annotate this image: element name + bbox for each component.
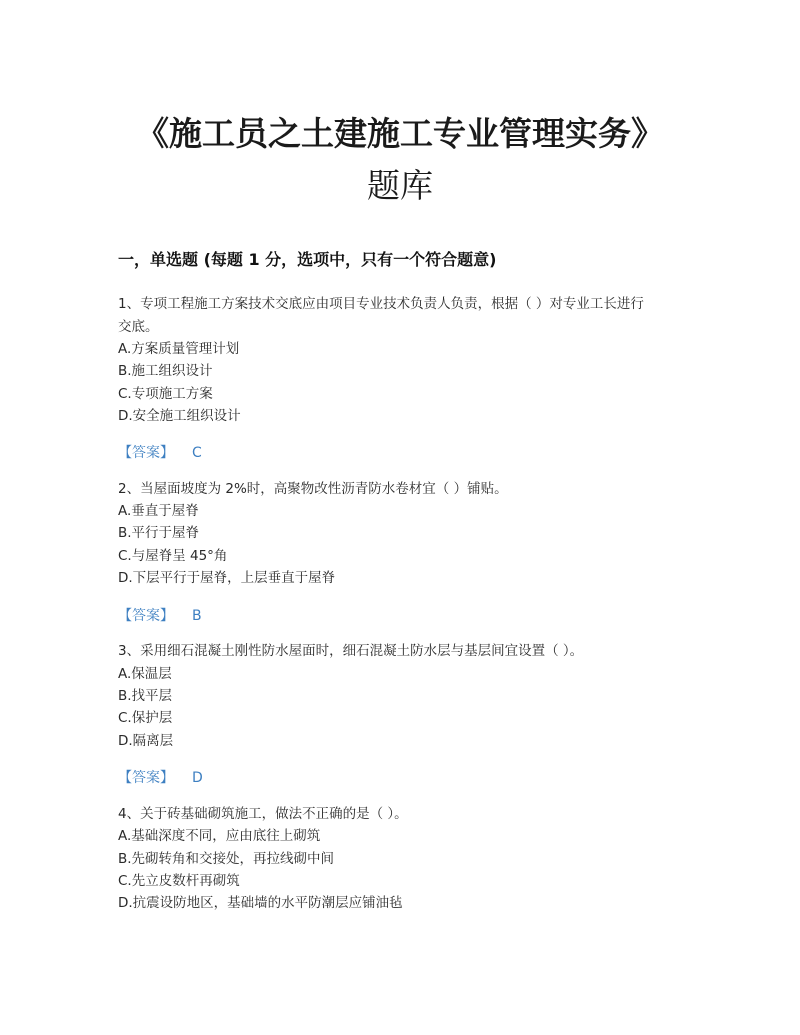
option-a: A.垂直于屋脊	[118, 503, 199, 519]
option-a: A.保温层	[118, 666, 172, 682]
document-title-line1: 《施工员之土建施工专业管理实务》	[136, 114, 664, 153]
question-stem: 3、采用细石混凝土刚性防水屋面时，细石混凝土防水层与基层间宜设置（ ）。	[118, 643, 584, 659]
option-c: C.与屋脊呈 45°角	[118, 548, 228, 564]
document-title-line2: 题库	[367, 166, 433, 205]
answer-value: B	[192, 608, 202, 624]
option-c: C.专项施工方案	[118, 386, 213, 402]
answer-label: 【答案】	[118, 445, 174, 461]
answer-label: 【答案】	[118, 770, 174, 786]
option-d: D.抗震设防地区，基础墙的水平防潮层应铺油毡	[118, 895, 403, 911]
option-b: B.施工组织设计	[118, 363, 213, 379]
question-stem: 4、关于砖基础砌筑施工，做法不正确的是（ ）。	[118, 806, 408, 822]
section-heading: 一，单选题 (每题 1 分，选项中，只有一个符合题意)	[118, 250, 497, 269]
answer-value: D	[192, 770, 203, 786]
option-d: D.下层平行于屋脊，上层垂直于屋脊	[118, 570, 336, 586]
answer-line	[118, 605, 202, 625]
option-a: A.方案质量管理计划	[118, 341, 240, 357]
option-d: D.安全施工组织设计	[118, 408, 241, 424]
option-b: B.先砌转角和交接处，再拉线砌中间	[118, 851, 335, 867]
answer-line	[118, 767, 203, 787]
question-stem: 2、当屋面坡度为 2%时，高聚物改性沥青防水卷材宜（ ）铺贴。	[118, 481, 508, 497]
option-d: D.隔离层	[118, 733, 174, 749]
option-a: A.基础深度不同，应由底往上砌筑	[118, 828, 321, 844]
option-b: B.平行于屋脊	[118, 525, 200, 541]
option-c: C.保护层	[118, 710, 173, 726]
option-c: C.先立皮数杆再砌筑	[118, 873, 240, 889]
answer-line	[118, 442, 202, 462]
answer-value: C	[192, 445, 202, 461]
question-stem-continued: 交底。	[118, 319, 159, 335]
answer-label: 【答案】	[118, 608, 174, 624]
option-b: B.找平层	[118, 688, 173, 704]
question-stem: 1、专项工程施工方案技术交底应由项目专业技术负责人负责，根据（ ）对专业工长进行	[118, 296, 644, 312]
